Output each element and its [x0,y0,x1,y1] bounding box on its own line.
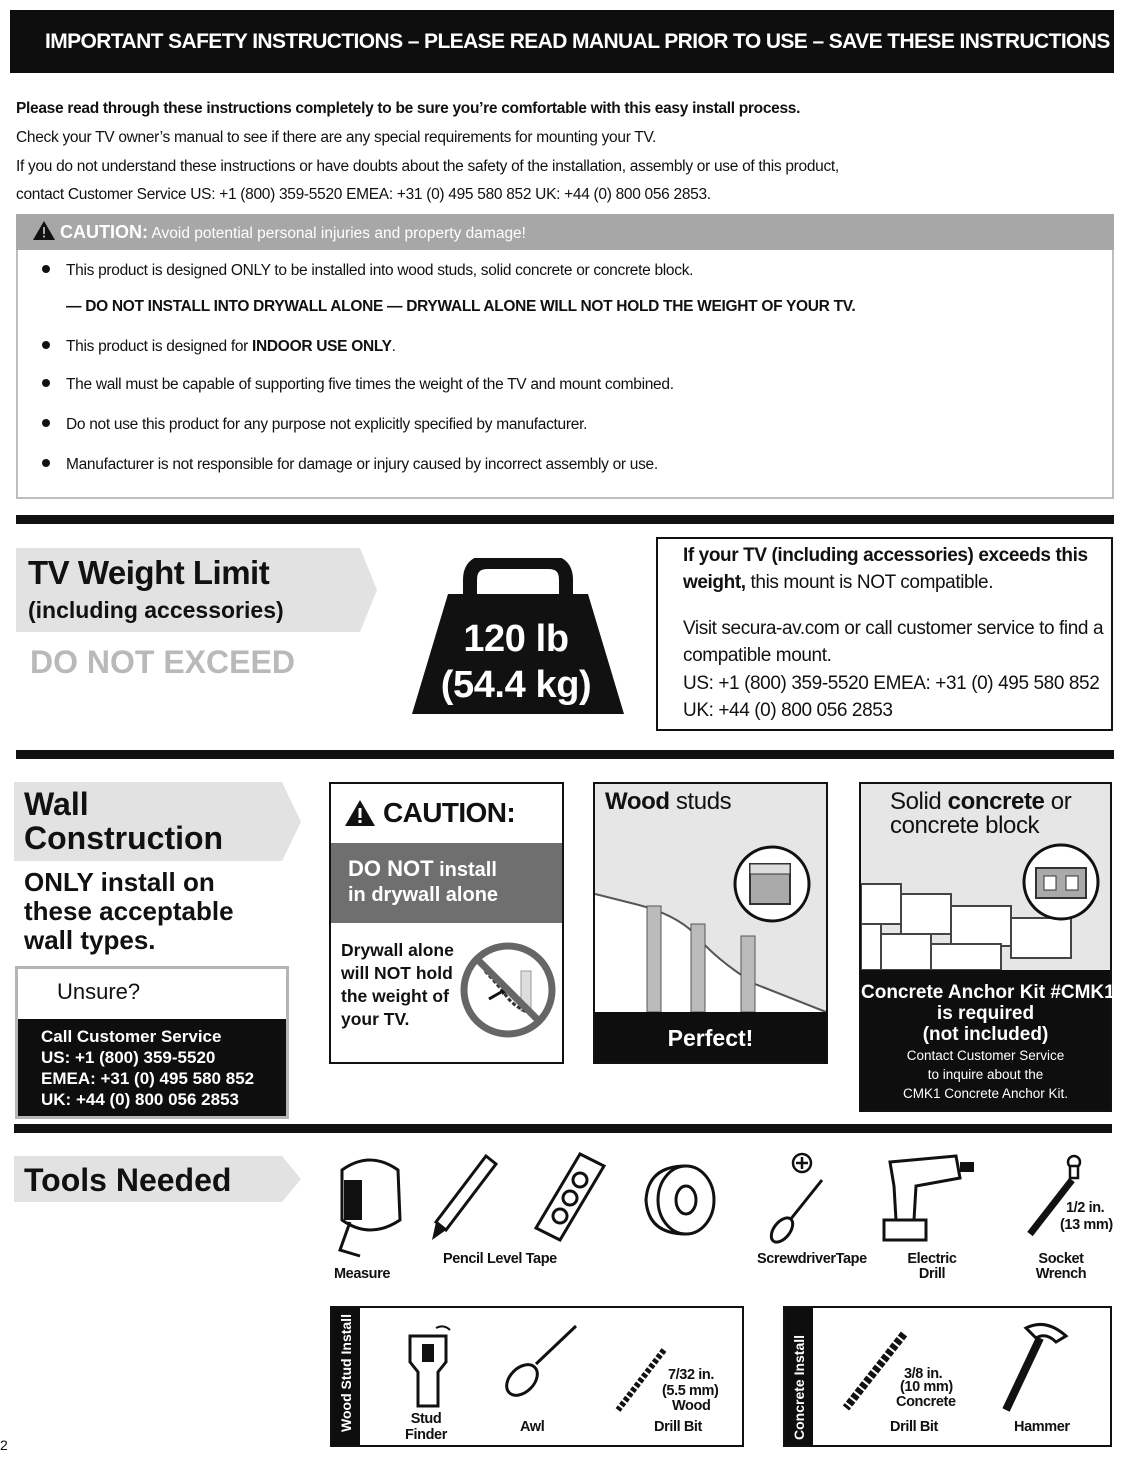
tool-drill-bit: Drill Bit [654,1419,702,1435]
tool-measure: Measure [334,1266,391,1282]
divider [16,515,1114,524]
concrete-bit-size-2: (10 mm) [900,1379,953,1395]
page-header [10,10,1114,73]
drywall-note-4: your TV. [341,1009,410,1029]
phone-us-emea: US: +1 (800) 359-5520 EMEA: +31 (0) 495 580 852 [683,673,1100,694]
warning-icon [32,220,56,241]
caution-bullet-4: Do not use this product for any purpose not explicitly specified by manufacturer. [42,416,587,434]
call-line-3: EMEA: +31 (0) 495 580 852 [41,1069,255,1088]
wall-only-2: these acceptable [24,896,234,926]
caution-text: Avoid potential personal injuries and property damage! [151,225,526,242]
wall-title-2: Construction [24,820,224,856]
call-line-4: UK: +44 (0) 800 056 2853 [41,1090,239,1109]
tool-electric: Electric [907,1251,957,1267]
concrete-install-label: Concrete Install [791,1334,807,1440]
caution-bullet-5: Manufacturer is not responsible for damage or injury caused by incorrect assembly or use. [42,456,658,474]
intro-line-2: Check your TV owner’s manual to see if there are any special requirements for mounting your TV. [16,129,657,146]
wood-bit-type: Wood [672,1398,711,1414]
weight-lb: 120 lb [463,618,569,660]
screwdriver-icon [764,1150,834,1245]
socket-size-2: (13 mm) [1060,1217,1113,1233]
wall-only-3: wall types. [24,925,156,955]
visit-line-1: Visit secura-av.com or call customer service to find a [683,618,1104,639]
drywall-note-2: will NOT hold [341,963,453,983]
tools-title: Tools Needed [24,1162,232,1198]
wood-studs-title: Wood studs [605,788,732,815]
concrete-bit-size-1: 3/8 in. [904,1366,943,1382]
tool-drill-bit-2: Drill Bit [890,1419,938,1435]
wood-bit-size-1: 7/32 in. [668,1367,714,1383]
drywall-alone: in drywall alone [348,884,499,906]
electric-drill-icon [876,1150,976,1245]
hammer-icon [996,1318,1072,1418]
awl-icon [500,1322,580,1402]
socket-size-1: 1/2 in. [1066,1200,1105,1216]
intro-line-4: contact Customer Service US: +1 (800) 359-5520 EMEA: +31 (0) 495 580 852 UK: +44 (0) 800 056 2853. [16,186,711,203]
caution-bullet-3: The wall must be capable of supporting five times the weight of the TV and mount combined. [42,376,674,394]
kit-line-2: is required [936,1003,1035,1024]
drywall-caution-band [331,843,562,923]
kit-line-1: Concrete Anchor Kit #CMK1 [861,982,1115,1003]
tool-socket: Socket [1038,1251,1084,1267]
intro-line-1: Please read through these instructions completely to be sure you’re comfortable with this easy install process. [16,100,801,117]
kit-line-3: (not included) [922,1024,1049,1045]
divider [16,750,1114,759]
kit-line-6: CMK1 Concrete Anchor Kit. [902,1086,1069,1101]
wood-stud-install-label: Wood Stud Install [338,1314,354,1432]
do-not-exceed: DO NOT EXCEED [30,644,295,680]
caution-bullet-1: This product is designed ONLY to be installed into wood studs, solid concrete or concrete block. [42,262,693,280]
tool-stud: Stud [410,1411,442,1427]
caution-bullet-2: This product is designed for INDOOR USE ONLY. [42,338,396,356]
phone-uk: UK: +44 (0) 800 056 2853 [683,700,893,721]
kit-line-5: to inquire about the [927,1067,1044,1082]
visit-line-2: compatible mount. [683,645,832,666]
drywall-warning: — DO NOT INSTALL INTO DRYWALL ALONE — DRYWALL ALONE WILL NOT HOLD THE WEIGHT OF YOUR TV. [66,298,856,315]
concrete-bit-type: Concrete [896,1394,956,1410]
drywall-note-1: Drywall alone [341,940,454,960]
tool-wrench: Wrench [1035,1266,1087,1282]
wood-drill-bit-icon [610,1346,670,1416]
wall-only-1: ONLY install on [24,867,215,897]
tool-drill: Drill [918,1266,946,1282]
intro-line-3: If you do not understand these instructions or have doubts about the safety of the installation, assembly or use of this product, [16,158,839,175]
concrete-title-2: concrete block [890,812,1040,839]
do-not-install: DO NOT install [348,856,497,881]
drywall-note-3: the weight of [341,986,449,1006]
pencil-icon [430,1152,500,1242]
wall-title-1: Wall [24,786,89,822]
wood-studs-illustration [595,784,826,1012]
level-icon [530,1150,610,1245]
warning-icon [344,799,376,827]
exceeds-line-1: If your TV (including accessories) exceeds this [683,545,1088,566]
kit-line-4: Contact Customer Service [906,1048,1065,1063]
wood-bit-size-2: (5.5 mm) [662,1383,719,1399]
call-line-2: US: +1 (800) 359-5520 [41,1048,216,1067]
tool-screwdriver-tape: ScrewdriverTape [757,1251,867,1267]
caution-label: CAUTION: [60,222,148,242]
header-title: IMPORTANT SAFETY INSTRUCTIONS – PLEASE READ MANUAL PRIOR TO USE – SAVE THESE INSTRUCTIONS [45,30,1110,53]
no-drywall-icon [459,941,557,1039]
divider [14,1124,1112,1133]
measure-icon [330,1150,410,1260]
page-number: 2 [0,1437,8,1453]
caution-bar [16,214,1114,250]
weight-kg: (54.4 kg) [440,664,592,706]
weight-limit-title: TV Weight Limit [28,554,270,591]
tool-pencil-level-tape: Pencil Level Tape [443,1251,557,1267]
unsure-label: Unsure? [57,979,141,1004]
tool-hammer: Hammer [1014,1419,1070,1435]
concrete-title-1: Solid concrete or [890,788,1072,815]
tool-finder: Finder [405,1427,447,1443]
perfect-label: Perfect! [667,1025,754,1051]
tape-icon [638,1160,720,1240]
tool-awl: Awl [520,1419,545,1435]
drywall-caution-title: CAUTION: [383,797,516,828]
exceeds-line-2: weight, this mount is NOT compatible. [683,572,994,593]
stud-finder-icon [400,1322,456,1412]
call-line-1: Call Customer Service [41,1027,222,1046]
weight-limit-subtitle: (including accessories) [28,597,284,623]
